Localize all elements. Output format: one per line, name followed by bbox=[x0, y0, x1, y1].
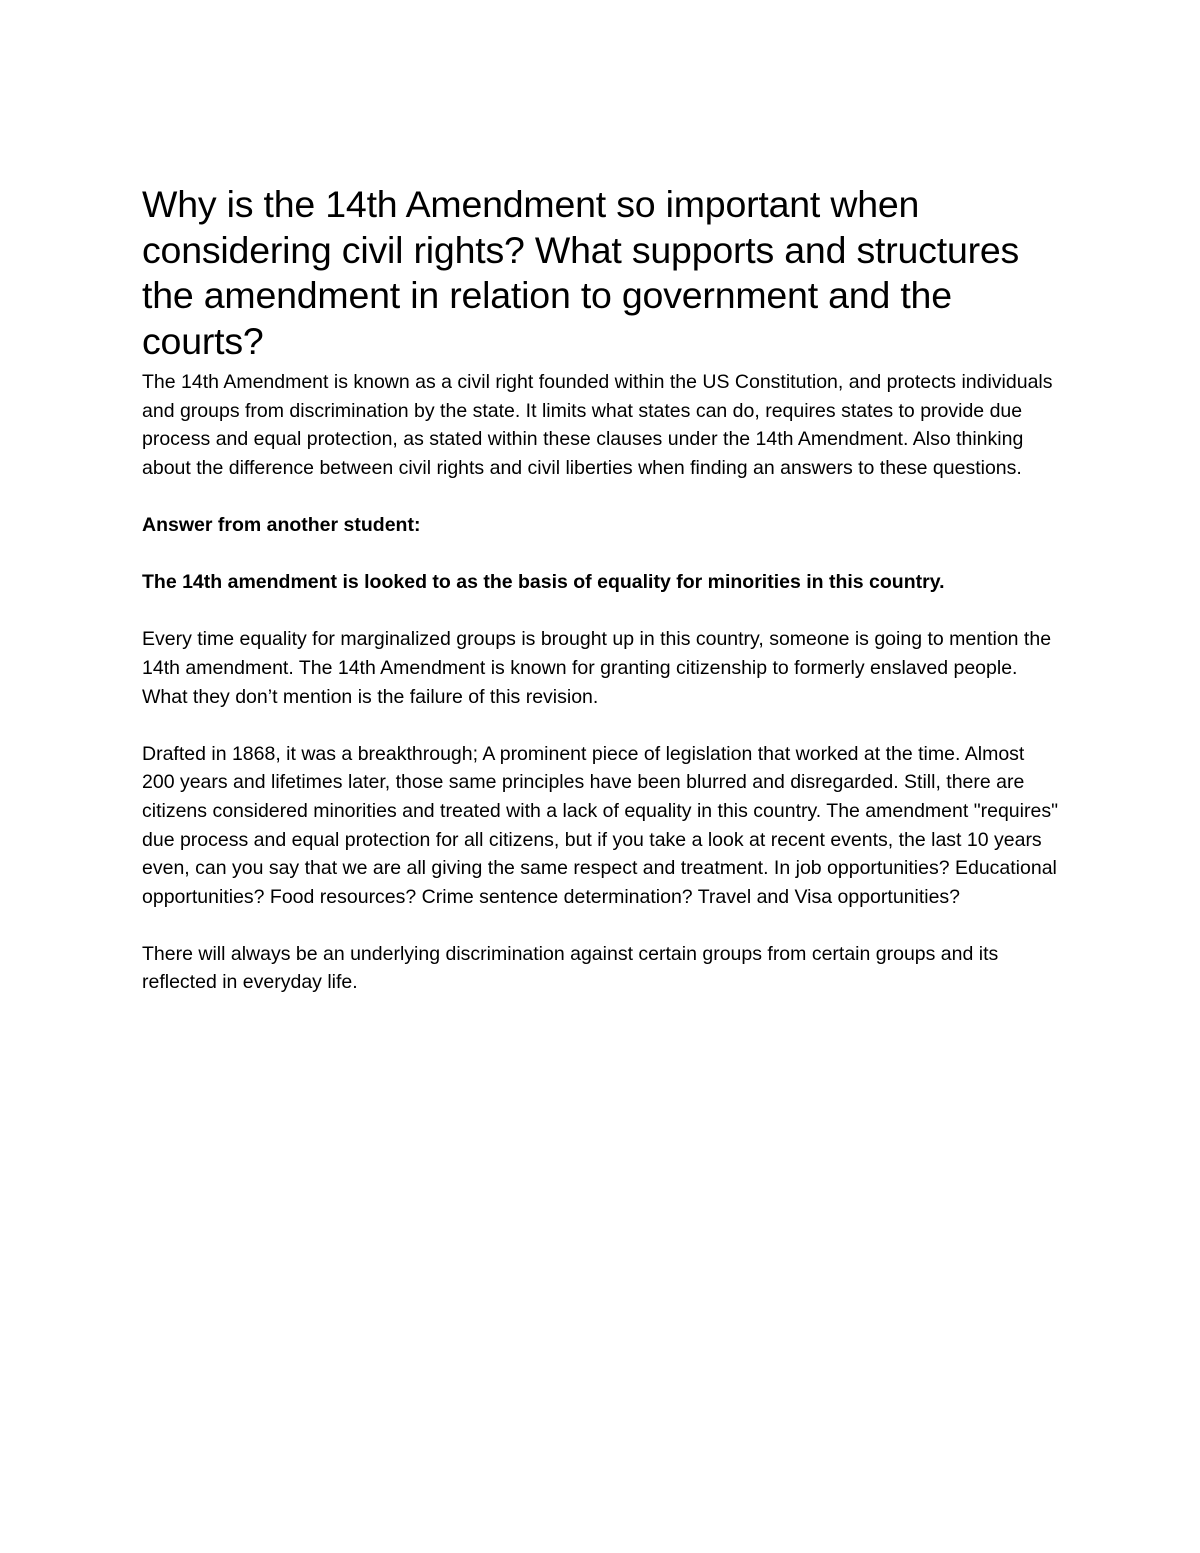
body-paragraph: There will always be an underlying discrimination against certain groups from certain groups and its reflected in everyday life. bbox=[142, 942, 999, 994]
answer-label: Answer from another student: bbox=[142, 513, 421, 536]
document-title: Why is the 14th Amendment so important when considering civil rights? What supports and structures the amendment in relation to government and the courts? bbox=[142, 183, 1020, 362]
intro-paragraph: The 14th Amendment is known as a civil right founded within the US Constitution, and protects individuals and groups from discrimination by the state. It limits what states can do, requires states to provide due process and equal protection, as stated within these clauses under the 14th Amendment. Also thinking about the difference between civil rights and civil liberties when finding an answers to these questions. bbox=[142, 371, 1053, 479]
document-page bbox=[142, 182, 1062, 997]
body-paragraph: Drafted in 1868, it was a breakthrough; A prominent piece of legislation that worked at the time. Almost 200 years and lifetimes later, those same principles have been blurred and disregarded. Still, there are citizens considered minorities and treated with a lack of equality in this country. The amendment "requires" due process and equal protection for all citizens, but if you take a look at recent events, the last 10 years even, can you say that we are all giving the same respect and treatment. In job opportunities? Educational opportunities? Food resources? Crime sentence determination? Travel and Visa opportunities? bbox=[142, 742, 1058, 908]
body-paragraph: Every time equality for marginalized groups is brought up in this country, someone is going to mention the 14th amendment. The 14th Amendment is known for granting citizenship to formerly enslaved people. What they don’t mention is the failure of this revision. bbox=[142, 628, 1052, 708]
thesis-statement: The 14th amendment is looked to as the basis of equality for minorities in this country. bbox=[142, 571, 945, 594]
